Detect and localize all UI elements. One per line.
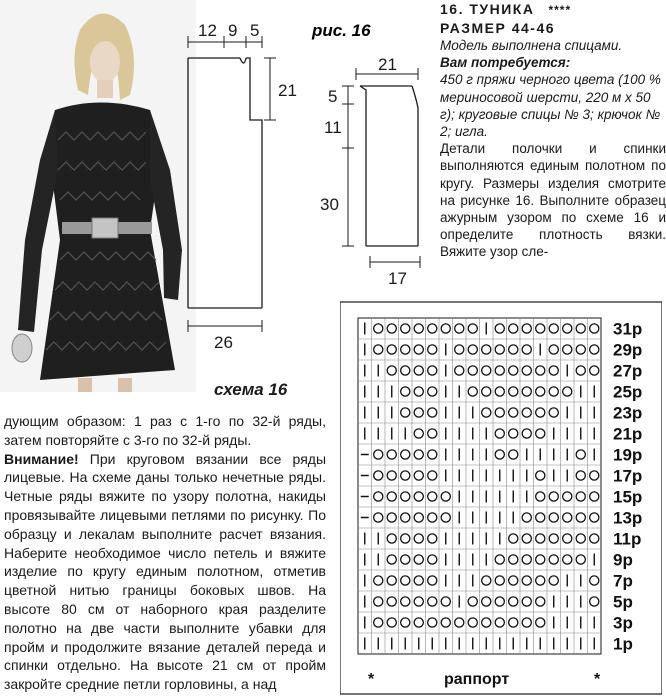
yarn-over-symbol <box>414 324 423 333</box>
yarn-over-symbol <box>482 366 491 375</box>
yarn-over-symbol <box>374 576 383 585</box>
yarn-over-symbol <box>495 387 504 396</box>
yarn-over-symbol <box>563 345 572 354</box>
sleeve-piece-outline <box>360 86 418 246</box>
figure-caption: рис. 16 <box>312 21 371 40</box>
yarn-over-symbol <box>495 555 504 564</box>
yarn-over-symbol <box>455 618 464 627</box>
yarn-over-symbol <box>401 576 410 585</box>
yarn-over-symbol <box>374 618 383 627</box>
yarn-over-symbol <box>482 345 491 354</box>
yarn-over-symbol <box>509 324 518 333</box>
yarn-over-symbol <box>576 450 585 459</box>
yarn-over-symbol <box>455 366 464 375</box>
yarn-over-symbol <box>428 324 437 333</box>
yarn-over-symbol <box>401 324 410 333</box>
dim-top-left: 12 <box>198 21 217 40</box>
yarn-over-symbol <box>374 471 383 480</box>
attention-label: Внимание! <box>4 450 79 467</box>
yarn-over-symbol <box>428 471 437 480</box>
yarn-over-symbol <box>414 408 423 417</box>
yarn-over-symbol <box>428 576 437 585</box>
yarn-over-symbol <box>590 324 599 333</box>
yarn-over-symbol <box>495 324 504 333</box>
yarn-over-symbol <box>536 534 545 543</box>
yarn-over-symbol <box>414 387 423 396</box>
yarn-over-symbol <box>428 387 437 396</box>
yarn-over-symbol <box>549 576 558 585</box>
yarn-over-symbol <box>549 387 558 396</box>
yarn-over-symbol <box>563 387 572 396</box>
yarn-over-symbol <box>536 597 545 606</box>
yarn-over-symbol <box>563 534 572 543</box>
yarn-over-symbol <box>509 555 518 564</box>
row-label: 1р <box>613 634 633 654</box>
yarn-over-symbol <box>374 597 383 606</box>
yarn-over-symbol <box>387 597 396 606</box>
yarn-over-symbol <box>563 492 572 501</box>
yarn-over-symbol <box>387 576 396 585</box>
yarn-over-symbol <box>522 366 531 375</box>
body-side-dimension <box>264 58 276 120</box>
yarn-over-symbol <box>414 345 423 354</box>
tunic-model-illustration <box>0 0 196 392</box>
dim-side: 21 <box>278 81 297 100</box>
yarn-over-symbol <box>522 345 531 354</box>
row-label: 19р <box>613 445 643 465</box>
yarn-over-symbol <box>441 324 450 333</box>
dim-sleeve-lower: 30 <box>320 195 339 214</box>
yarn-over-symbol <box>576 513 585 522</box>
yarn-over-symbol <box>495 345 504 354</box>
yarn-over-symbol <box>414 429 423 438</box>
yarn-over-symbol <box>455 345 464 354</box>
yarn-over-symbol <box>576 366 585 375</box>
yarn-over-symbol <box>468 387 477 396</box>
yarn-over-symbol <box>401 534 410 543</box>
yarn-over-symbol <box>549 408 558 417</box>
yarn-over-symbol <box>428 408 437 417</box>
yarn-over-symbol <box>549 345 558 354</box>
materials-heading: Вам потребуется: <box>440 55 571 71</box>
yarn-over-symbol <box>522 429 531 438</box>
yarn-over-symbol <box>374 345 383 354</box>
yarn-over-symbol <box>414 450 423 459</box>
yarn-over-symbol <box>536 513 545 522</box>
row-label: 21р <box>613 424 643 444</box>
yarn-over-symbol <box>468 366 477 375</box>
yarn-over-symbol <box>576 324 585 333</box>
yarn-over-symbol <box>495 429 504 438</box>
yarn-over-symbol <box>509 408 518 417</box>
instructions-para-2: При круговом вязании все ряды лицевые. На схеме даны только нечетные ряды. Четные ряды вяжите по узору полотна, накиды провязывайте лицевыми петлями по рисунку. По образцу и лекалам выполните расчет вязания. Наберите необходимое число петель и вяжите изделие по кругу единым полотном, отметив цветной нитью границы боковых швов. На высоте 80 см от наборного края разделите полотно на две части выполните убавки для пройм и продолжите вязание деталей переда и спинки отдельно. На высоте 21 см от пройм закройте средние петли горловины, а над <box>4 450 326 693</box>
dim-sleeve-bottom: 17 <box>388 269 407 288</box>
dim-bottom: 26 <box>214 333 233 352</box>
yarn-over-symbol <box>536 366 545 375</box>
article-header <box>440 0 666 261</box>
yarn-over-symbol <box>428 618 437 627</box>
yarn-over-symbol <box>536 429 545 438</box>
yarn-over-symbol <box>401 366 410 375</box>
yarn-over-symbol <box>576 534 585 543</box>
repeat-label: раппорт <box>444 671 510 688</box>
yarn-over-symbol <box>455 324 464 333</box>
yarn-over-symbol <box>428 597 437 606</box>
yarn-over-symbol <box>563 513 572 522</box>
yarn-over-symbol <box>495 366 504 375</box>
yarn-over-symbol <box>509 387 518 396</box>
yarn-over-symbol <box>576 471 585 480</box>
yarn-over-symbol <box>495 618 504 627</box>
body-piece-outline <box>188 58 262 308</box>
yarn-over-symbol <box>387 450 396 459</box>
yarn-over-symbol <box>428 429 437 438</box>
sleeve-bottom-dimension <box>370 256 420 268</box>
yarn-over-symbol <box>414 555 423 564</box>
yarn-over-symbol <box>590 597 599 606</box>
yarn-over-symbol <box>482 618 491 627</box>
yarn-over-symbol <box>468 618 477 627</box>
yarn-over-symbol <box>468 345 477 354</box>
dim-sleeve-cap: 5 <box>328 87 338 106</box>
yarn-over-symbol <box>522 576 531 585</box>
yarn-over-symbol <box>576 345 585 354</box>
yarn-over-symbol <box>414 576 423 585</box>
yarn-over-symbol <box>549 534 558 543</box>
yarn-over-symbol <box>401 513 410 522</box>
yarn-over-symbol <box>441 597 450 606</box>
yarn-over-symbol <box>536 387 545 396</box>
yarn-over-symbol <box>387 345 396 354</box>
yarn-over-symbol <box>522 387 531 396</box>
model-line: Модель выполнена спицами. <box>440 38 623 53</box>
yarn-over-symbol <box>522 618 531 627</box>
row-label: 23р <box>613 403 643 423</box>
instructions-text <box>4 412 326 694</box>
yarn-over-symbol <box>414 471 423 480</box>
yarn-over-symbol <box>428 492 437 501</box>
yarn-over-symbol <box>509 576 518 585</box>
yarn-over-symbol <box>536 324 545 333</box>
dim-top-right: 5 <box>250 21 260 40</box>
yarn-over-symbol <box>590 471 599 480</box>
yarn-over-symbol <box>387 534 396 543</box>
yarn-over-symbol <box>441 492 450 501</box>
yarn-over-symbol <box>563 555 572 564</box>
yarn-over-symbol <box>509 366 518 375</box>
yarn-over-symbol <box>563 324 572 333</box>
row-label: 13р <box>613 508 643 528</box>
yarn-over-symbol <box>428 534 437 543</box>
yarn-over-symbol <box>482 597 491 606</box>
yarn-over-symbol <box>536 555 545 564</box>
knitting-chart <box>340 300 662 698</box>
yarn-over-symbol <box>428 450 437 459</box>
yarn-over-symbol <box>428 513 437 522</box>
row-label: 5р <box>613 592 633 612</box>
yarn-over-symbol <box>536 471 545 480</box>
yarn-over-symbol <box>374 324 383 333</box>
yarn-over-symbol <box>536 576 545 585</box>
sleeve-left-dimension <box>342 86 354 246</box>
yarn-over-symbol <box>414 534 423 543</box>
yarn-over-symbol <box>401 597 410 606</box>
difficulty-stars: **** <box>548 3 572 17</box>
yarn-over-symbol <box>509 597 518 606</box>
yarn-over-symbol <box>414 513 423 522</box>
yarn-over-symbol <box>414 366 423 375</box>
yarn-over-symbol <box>387 513 396 522</box>
yarn-over-symbol <box>522 513 531 522</box>
yarn-over-symbol <box>522 408 531 417</box>
chart-grid <box>358 318 601 654</box>
row-label: 7р <box>613 571 633 591</box>
row-label: 31р <box>613 319 643 339</box>
yarn-over-symbol <box>387 366 396 375</box>
yarn-over-symbol <box>401 450 410 459</box>
repeat-star-right: * <box>594 671 601 688</box>
yarn-over-symbol <box>387 618 396 627</box>
row-label: 25р <box>613 382 643 402</box>
yarn-over-symbol <box>590 345 599 354</box>
yarn-over-symbol <box>509 429 518 438</box>
yarn-over-symbol <box>509 534 518 543</box>
model-photo <box>0 0 196 392</box>
yarn-over-symbol <box>549 555 558 564</box>
yarn-over-symbol <box>509 345 518 354</box>
yarn-over-symbol <box>401 471 410 480</box>
yarn-over-symbol <box>509 450 518 459</box>
yarn-over-symbol <box>482 387 491 396</box>
yarn-over-symbol <box>387 492 396 501</box>
instructions-start: Детали полочки и спинки выполняются единым полотном по кругу. Размеры изделия смотрите на рисунке 16. Выполните образец ажурным узором по схеме 16 и определите плотность вязки. Вяжите узор сле- <box>440 141 666 260</box>
yarn-over-symbol <box>522 555 531 564</box>
yarn-over-symbol <box>401 618 410 627</box>
yarn-over-symbol <box>401 492 410 501</box>
yarn-over-symbol <box>441 513 450 522</box>
row-label: 15р <box>613 487 643 507</box>
yarn-over-symbol <box>428 366 437 375</box>
dim-top-mid: 9 <box>228 21 238 40</box>
yarn-over-symbol <box>495 576 504 585</box>
yarn-over-symbol <box>482 408 491 417</box>
repeat-star-left: * <box>368 671 375 688</box>
yarn-over-symbol <box>522 534 531 543</box>
yarn-over-symbol <box>590 366 599 375</box>
yarn-over-symbol <box>468 597 477 606</box>
yarn-over-symbol <box>374 450 383 459</box>
dim-sleeve-upper: 11 <box>324 118 342 137</box>
body-bottom-dimension <box>188 320 262 332</box>
yarn-over-symbol <box>549 492 558 501</box>
yarn-over-symbol <box>468 324 477 333</box>
instructions-para-1: дующим образом: 1 раз с 1-го по 32-й ряды, затем повторяйте с 3-го по 32-й ряды. <box>4 413 326 448</box>
dim-sleeve-top: 21 <box>378 55 397 74</box>
yarn-over-symbol <box>414 597 423 606</box>
article-title: 16. ТУНИКА <box>440 1 535 17</box>
row-labels <box>613 320 642 654</box>
yarn-over-symbol <box>590 513 599 522</box>
yarn-over-symbol <box>549 324 558 333</box>
yarn-over-symbol <box>387 324 396 333</box>
yarn-over-symbol <box>374 513 383 522</box>
yarn-over-symbol <box>549 366 558 375</box>
yarn-over-symbol <box>374 492 383 501</box>
yarn-over-symbol <box>536 618 545 627</box>
yarn-over-symbol <box>495 450 504 459</box>
yarn-over-symbol <box>401 345 410 354</box>
yarn-over-symbol <box>387 471 396 480</box>
size-line: РАЗМЕР 44-46 <box>440 20 556 36</box>
yarn-over-symbol <box>495 408 504 417</box>
yarn-over-symbol <box>401 387 410 396</box>
yarn-over-symbol <box>522 324 531 333</box>
yarn-over-symbol <box>590 492 599 501</box>
title-line <box>440 0 666 19</box>
yarn-over-symbol <box>441 618 450 627</box>
row-label: 11р <box>613 529 642 549</box>
yarn-over-symbol <box>536 408 545 417</box>
yarn-over-symbol <box>590 534 599 543</box>
yarn-over-symbol <box>576 492 585 501</box>
yarn-over-symbol <box>549 513 558 522</box>
yarn-over-symbol <box>387 555 396 564</box>
row-label: 27р <box>613 361 643 381</box>
row-label: 3р <box>613 613 633 633</box>
row-label: 17р <box>613 466 643 486</box>
yarn-over-symbol <box>428 345 437 354</box>
yarn-over-symbol <box>509 618 518 627</box>
yarn-over-symbol <box>495 597 504 606</box>
materials-text: 450 г пряжи черного цвета (100 % мериносовой шерсти, 220 м х 50 г); круговые спицы № 3; крючок № 2; игла. <box>440 72 661 140</box>
yarn-over-symbol <box>576 555 585 564</box>
row-label: 29р <box>613 340 643 360</box>
row-label: 9р <box>613 550 633 570</box>
yarn-over-symbol <box>414 618 423 627</box>
yarn-over-symbol <box>522 597 531 606</box>
yarn-over-symbol <box>401 555 410 564</box>
yarn-over-symbol <box>414 492 423 501</box>
yarn-over-symbol <box>401 408 410 417</box>
scheme-caption: схема 16 <box>214 380 288 399</box>
yarn-over-symbol <box>590 576 599 585</box>
yarn-over-symbol <box>536 492 545 501</box>
yarn-over-symbol <box>482 576 491 585</box>
yarn-over-symbol <box>428 555 437 564</box>
